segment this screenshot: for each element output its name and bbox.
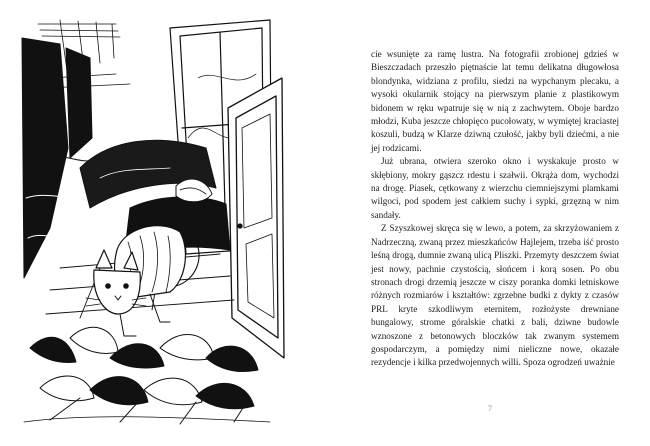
garden-plants — [24, 327, 270, 424]
cat — [86, 226, 199, 336]
open-door — [228, 78, 284, 358]
paragraph: cie wsunięte za ramę lustra. Na fotografii zrobionej gdzieś w Bieszczadach przeszło piętnaście lat temu delikatna długowłosa blondynka, widziana z profilu, siedzi na wypchanym plecaku, a wysoki okularnik stojący na pierwszym planie z plastikowym bidonem w ręku wpatruje się w nią z zachwytem. Oboje bardzo młodzi, Kuba jeszcze chłopięco pucołowaty, w wymiętej kraciastej koszuli, budzą w Klarze dziwną czułość, jakby byli dziećmi, a nie jej rodzicami. — [371, 49, 619, 153]
page-number: 7 — [488, 404, 492, 413]
dark-room — [22, 38, 100, 278]
body-text — [371, 48, 619, 370]
paragraph: Z Szyszkowej skręca się w lewo, a potem, za skrzyżowaniem z Nadrzeczną, zwaną przez mieszkańców Hajlejem, trzeba iść prosto leśną drogą, dumnie zwaną ulicą Pliszki. Przemyty deszczem świat jest nowy, pachnie czystością, słońcem i korą sosen. Po obu stronach drogi drzemią jeszcze w ciszy poranka domki letniskowe różnych rozmiarów i kształtów: zgrzebne budki z dykty z czasów PRL kryte szkodliwym eternitem, rozłożyste drewniane bungalowy, strome góralskie chatki z bali, dziwne budowle wznoszone z betonowych bloczków tak zwanym systemem gospodarczym, a pomiędzy nimi nieliczne nowe, okazałe rezydencje i kilka przedwojennych willi. Spoza ogrodzeń uważnie — [371, 223, 619, 368]
paragraph: Już ubrana, otwiera szeroko okno i wyskakuje prosto w skłębiony, mokry gąszcz rdestu i szałwii. Okrąża dom, wychodzi na drogę. Piasek, cętkowany z wierzchu ciemniejszymi plamkami wilgoci, pod spodem jest całkiem suchy i sypki, grzęzną w nim sandały. — [371, 156, 619, 220]
ink-sketch-cat-by-open-door-icon — [20, 18, 288, 428]
